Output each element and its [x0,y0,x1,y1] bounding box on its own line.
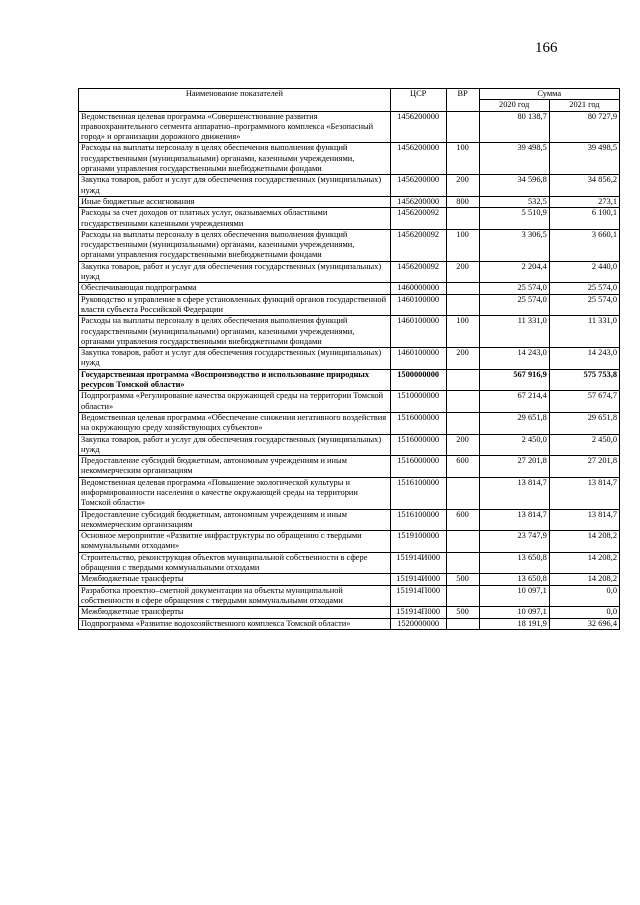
table-row [79,175,620,197]
row-sum-2020: 532,5 [479,196,549,207]
row-sum-2020: 14 243,0 [479,348,549,370]
row-csr: 1460100000 [390,348,446,370]
table-row [79,208,620,230]
row-vr [446,585,479,607]
row-sum-2020: 18 191,9 [479,618,549,629]
row-sum-2020: 67 214,4 [479,391,549,413]
table-row [79,412,620,434]
row-vr [446,283,479,294]
row-sum-2020: 2 450,0 [479,434,549,456]
row-sum-2021: 34 856,2 [549,175,619,197]
row-sum-2021: 32 696,4 [549,618,619,629]
table-row [79,111,620,143]
row-sum-2021: 25 574,0 [549,294,619,316]
row-sum-2021: 0,0 [549,585,619,607]
row-csr: 1516000000 [390,456,446,478]
header-name: Наименование показателей [79,89,391,112]
row-sum-2021: 27 201,8 [549,456,619,478]
row-csr: 1460100000 [390,316,446,348]
row-sum-2021: 13 814,7 [549,509,619,531]
row-csr: 1510000000 [390,391,446,413]
row-vr: 500 [446,607,479,618]
row-sum-2020: 3 306,5 [479,229,549,261]
row-name: Закупка товаров, работ и услуг для обеспечения государственных (муниципальных) нужд [79,348,391,370]
row-sum-2020: 13 650,8 [479,552,549,574]
page-number: 166 [535,40,558,56]
header-sum: Сумма [479,89,619,100]
table-row [79,477,620,509]
row-sum-2021: 6 100,1 [549,208,619,230]
row-name: Обеспечивающая подпрограмма [79,283,391,294]
row-vr: 100 [446,143,479,175]
table-row [79,283,620,294]
row-csr: 1516100000 [390,509,446,531]
row-sum-2021: 11 331,0 [549,316,619,348]
row-vr [446,552,479,574]
row-vr [446,531,479,553]
row-sum-2021: 273,1 [549,196,619,207]
row-csr: 1456200092 [390,261,446,283]
row-sum-2020: 27 201,8 [479,456,549,478]
row-csr: 1500000000 [390,369,446,391]
row-sum-2021: 0,0 [549,607,619,618]
row-csr: 1519100000 [390,531,446,553]
row-sum-2020: 23 747,9 [479,531,549,553]
row-sum-2021: 57 674,7 [549,391,619,413]
table-row [79,348,620,370]
row-sum-2021: 14 208,2 [549,552,619,574]
row-sum-2020: 25 574,0 [479,283,549,294]
row-vr: 600 [446,456,479,478]
row-csr: 151914П000 [390,585,446,607]
row-sum-2020: 34 596,8 [479,175,549,197]
row-csr: 1456200092 [390,229,446,261]
row-csr: 1456200000 [390,143,446,175]
row-name: Предоставление субсидий бюджетным, автономным учреждениям и иным некоммерческим организациям [79,456,391,478]
row-sum-2021: 29 651,8 [549,412,619,434]
row-vr: 800 [446,196,479,207]
row-sum-2020: 80 138,7 [479,111,549,143]
row-vr: 600 [446,509,479,531]
table-row [79,456,620,478]
table-row [79,509,620,531]
table-row [79,434,620,456]
row-sum-2020: 25 574,0 [479,294,549,316]
row-sum-2021: 2 440,0 [549,261,619,283]
row-name: Подпрограмма «Развитие водохозяйственного комплекса Томской области» [79,618,391,629]
header-year-2021: 2021 год [549,100,619,111]
row-sum-2021: 3 660,1 [549,229,619,261]
table-row [79,196,620,207]
row-name: Ведомственная целевая программа «Совершенствование развития правоохранительного сегмента аппаратно–программного комплекса «Безопасный город» и организации дорожного движения» [79,111,391,143]
table-row [79,261,620,283]
row-name: Подпрограмма «Регулирование качества окружающей среды на территории Томской области» [79,391,391,413]
row-vr [446,208,479,230]
table-row [79,229,620,261]
row-sum-2020: 29 651,8 [479,412,549,434]
row-name: Закупка товаров, работ и услуг для обеспечения государственных (муниципальных) нужд [79,261,391,283]
row-name: Закупка товаров, работ и услуг для обеспечения государственных (муниципальных) нужд [79,175,391,197]
row-sum-2020: 10 097,1 [479,585,549,607]
table-row [79,143,620,175]
row-csr: 1516000000 [390,412,446,434]
row-vr: 100 [446,229,479,261]
row-vr [446,369,479,391]
row-name: Ведомственная целевая программа «Обеспечение снижения негативного воздействия на окружающую среду хозяйствующих субъектов» [79,412,391,434]
row-sum-2020: 10 097,1 [479,607,549,618]
table-row [79,531,620,553]
row-vr [446,477,479,509]
row-vr [446,618,479,629]
table-row [79,552,620,574]
row-csr: 1516100000 [390,477,446,509]
table-row [79,391,620,413]
row-csr: 1460000000 [390,283,446,294]
budget-table [78,88,620,630]
row-sum-2021: 80 727,9 [549,111,619,143]
row-vr [446,294,479,316]
table-row [79,607,620,618]
row-csr: 151914И000 [390,552,446,574]
header-vr: ВР [446,89,479,112]
row-sum-2021: 25 574,0 [549,283,619,294]
table-row [79,618,620,629]
row-sum-2020: 11 331,0 [479,316,549,348]
row-sum-2021: 2 450,0 [549,434,619,456]
table-row [79,585,620,607]
row-sum-2021: 575 753,8 [549,369,619,391]
table-row [79,316,620,348]
row-csr: 1456200000 [390,175,446,197]
row-csr: 151914И000 [390,574,446,585]
row-name: Руководство и управление в сфере установленных функций органов государственной власти субъекта Российской Федерации [79,294,391,316]
header-year-2020: 2020 год [479,100,549,111]
row-name: Расходы на выплаты персоналу в целях обеспечения выполнения функций государственными (муниципальными) органами, казенными учреждениями, органами управления государственными внебюджетными фондами [79,229,391,261]
row-sum-2020: 2 204,4 [479,261,549,283]
row-vr: 100 [446,316,479,348]
row-vr: 200 [446,434,479,456]
row-name: Ведомственная целевая программа «Повышение экологической культуры и информированности населения о качестве окружающей среды на территории Томской области» [79,477,391,509]
row-sum-2020: 13 814,7 [479,509,549,531]
row-name: Расходы за счет доходов от платных услуг, оказываемых областными государственными казенными учреждениями [79,208,391,230]
table-row [79,294,620,316]
row-csr: 1456200000 [390,196,446,207]
row-name: Межбюджетные трансферты [79,607,391,618]
row-name: Предоставление субсидий бюджетным, автономным учреждениям и иным некоммерческим организациям [79,509,391,531]
row-name: Межбюджетные трансферты [79,574,391,585]
row-sum-2020: 39 498,5 [479,143,549,175]
row-sum-2021: 39 498,5 [549,143,619,175]
row-name: Разработка проектно–сметной документации на объекты муниципальной собственности в сфере обращения с твердыми коммунальными отходами [79,585,391,607]
row-csr: 1456200000 [390,111,446,143]
row-name: Государственная программа «Воспроизводство и использование природных ресурсов Томской области» [79,369,391,391]
row-vr [446,412,479,434]
row-sum-2020: 567 916,9 [479,369,549,391]
row-csr: 1460100000 [390,294,446,316]
row-csr: 151914П000 [390,607,446,618]
row-name: Основное мероприятие «Развитие инфраструктуры по обращению с твердыми коммунальными отходами» [79,531,391,553]
row-name: Закупка товаров, работ и услуг для обеспечения государственных (муниципальных) нужд [79,434,391,456]
row-csr: 1516000000 [390,434,446,456]
row-name: Расходы на выплаты персоналу в целях обеспечения выполнения функций государственными (муниципальными) органами, казенными учреждениями, органами управления государственными внебюджетными фондами [79,143,391,175]
row-sum-2020: 13 814,7 [479,477,549,509]
row-vr [446,111,479,143]
table-body [79,111,620,629]
row-name: Иные бюджетные ассигнования [79,196,391,207]
row-csr: 1520000000 [390,618,446,629]
row-vr: 200 [446,348,479,370]
table-row [79,574,620,585]
header-csr: ЦСР [390,89,446,112]
row-vr: 500 [446,574,479,585]
row-name: Строительство, реконструкция объектов муниципальной собственности в сфере обращения с твердыми коммунальными отходами [79,552,391,574]
row-csr: 1456200092 [390,208,446,230]
row-vr [446,391,479,413]
row-sum-2021: 14 208,2 [549,531,619,553]
row-vr: 200 [446,261,479,283]
row-name: Расходы на выплаты персоналу в целях обеспечения выполнения функций государственными (муниципальными) органами, казенными учреждениями, органами управления государственными внебюджетными фондами [79,316,391,348]
row-sum-2021: 13 814,7 [549,477,619,509]
table-row [79,369,620,391]
row-sum-2020: 13 650,8 [479,574,549,585]
row-vr: 200 [446,175,479,197]
row-sum-2021: 14 243,0 [549,348,619,370]
row-sum-2021: 14 208,2 [549,574,619,585]
row-sum-2020: 5 510,9 [479,208,549,230]
